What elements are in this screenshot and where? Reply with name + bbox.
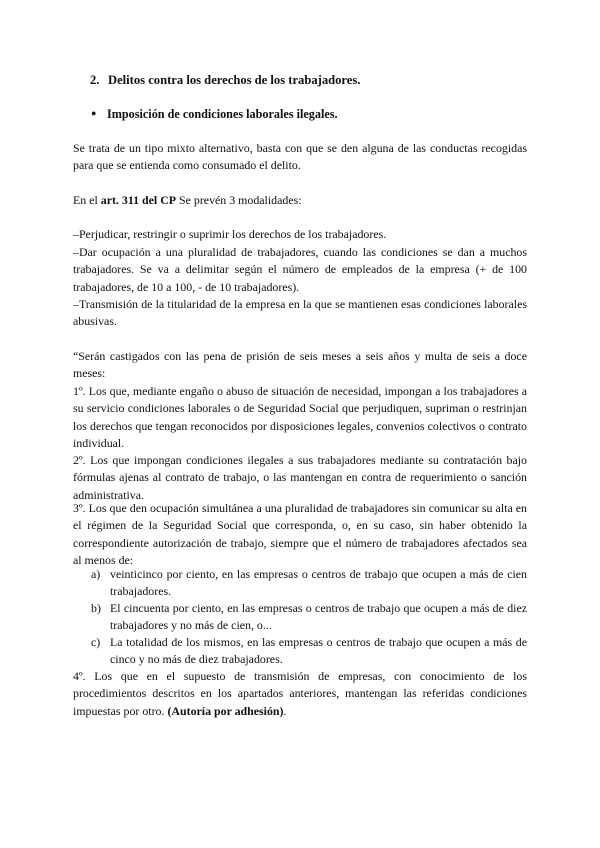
- list-item-label: a): [91, 567, 101, 581]
- modalidad-1: –Perjudicar, restringir o suprimir los derechos de los trabajadores.: [73, 227, 387, 241]
- list-item-text: El cincuenta por ciento, en las empresas o centros de trabajo que ocupen a más de diez trabajadores y no más de cien, o...: [110, 601, 527, 633]
- bullet-heading: [91, 107, 338, 122]
- bullet-heading-text: Imposición de condiciones laborales ilegales.: [107, 107, 338, 121]
- list-item-a: [91, 566, 527, 601]
- article-suffix: Se prevén 3 modalidades:: [176, 193, 302, 207]
- autoria-note: (Autoría por adhesión): [167, 703, 284, 718]
- quote-paragraph-4-text: 4º. Los que en el supuesto de transmisión de empresas, con conocimiento de los procedimientos descritos en los apartados anteriores, mantengan las referidas condiciones impuestas por otro.: [73, 669, 527, 718]
- quote-paragraph-1: 1º. Los que, mediante engaño o abuso de situación de necesidad, impongan a los trabajadores a su servicio condiciones laborales o de Seguridad Social que perjudiquen, supriman o restrinjan los derechos que tengan reconocidos por disposiciones legales, convenios colectivos o contrato individual.: [73, 384, 527, 451]
- bullet-icon: ●: [91, 108, 97, 118]
- list-item-label: b): [91, 601, 101, 615]
- quote-paragraph-4-end: .: [283, 703, 287, 718]
- quote-paragraph-3: 3º. Los que den ocupación simultánea a una pluralidad de trabajadores sin comunicar su alta en el régimen de la Seguridad Social que corresponda, o, en su caso, sin haber obtenido la correspondiente autorización de trabajo, siempre que el número de trabajadores afectados sea al menos de:: [73, 501, 527, 568]
- article-line: [73, 192, 527, 209]
- article-prefix: En el: [73, 193, 101, 207]
- list-item-text: La totalidad de los mismos, en las empresas o centros de trabajo que ocupen a más de cinco y no más de diez trabajadores.: [110, 635, 527, 667]
- modalidad-2: –Dar ocupación a una pluralidad de trabajadores, cuando las condiciones se dan a muchos trabajadores. Se va a delimitar según el número de empleados de la empresa (+ de 100 trabajadores, de 10 a 100, - de 10 trabajadores).: [73, 245, 527, 294]
- article-reference: art. 311 del CP: [100, 193, 177, 207]
- list-item-text: veinticinco por ciento, en las empresas o centros de trabajo que ocupen a más de cien trabajadores.: [110, 567, 527, 599]
- list-item-c: [91, 634, 527, 669]
- quote-paragraph-2: 2º. Los que impongan condiciones ilegales a sus trabajadores mediante su contratación bajo fórmulas ajenas al contrato de trabajo, o las mantengan en contra de requerimiento o sanción administrativa.: [73, 453, 527, 502]
- quote-opening: “Serán castigados con las pena de prisión de seis meses a seis años y multa de seis a doce meses:: [73, 349, 527, 381]
- quote-paragraph-4: [73, 668, 527, 720]
- modalidad-3: –Transmisión de la titularidad de la empresa en la que se mantienen esas condiciones laborales abusivas.: [73, 297, 527, 329]
- list-item-b: [91, 600, 527, 635]
- section-number: 2.: [90, 73, 100, 87]
- section-title: Delitos contra los derechos de los trabajadores.: [108, 73, 361, 87]
- intro-paragraph: Se trata de un tipo mixto alternativo, basta con que se den alguna de las conductas recogidas para que se entienda como consumado el delito.: [73, 141, 527, 173]
- section-heading: [90, 73, 360, 88]
- list-item-label: c): [91, 635, 101, 649]
